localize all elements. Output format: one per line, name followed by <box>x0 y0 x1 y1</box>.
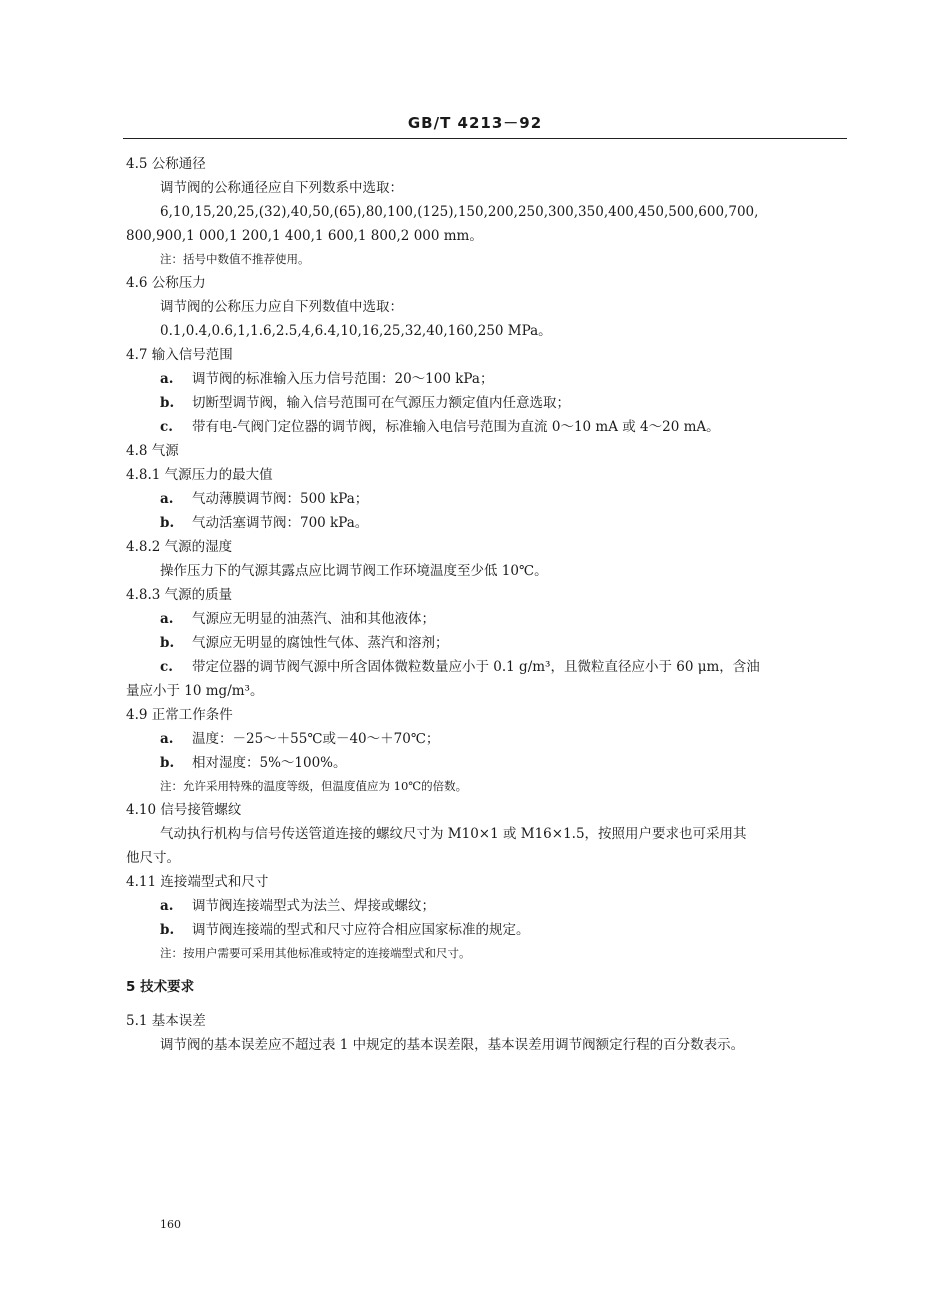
section-4-8-2-text: 操作压力下的气源其露点应比调节阀工作环境温度至少低 10℃。 <box>160 563 548 579</box>
list-item-label: a. <box>160 371 174 387</box>
section-4-10-text-line2: 他尺寸。 <box>126 850 180 866</box>
list-item-text: 相对湿度：5%～100%。 <box>192 755 347 771</box>
section-5-1-heading: 5.1 基本误差 <box>126 1013 206 1029</box>
page-number: 160 <box>160 1218 181 1231</box>
section-5-1-text: 调节阀的基本误差应不超过表 1 中规定的基本误差限，基本误差用调节阀额定行程的百分数表示。 <box>160 1037 745 1053</box>
list-item <box>126 391 848 415</box>
list-item <box>126 607 848 631</box>
list-item <box>126 631 848 655</box>
list-item <box>126 918 848 942</box>
list-item <box>126 415 848 439</box>
list-item <box>126 894 848 918</box>
list-item-label: a. <box>160 491 174 507</box>
section-4-8-3-heading: 4.8.3 气源的质量 <box>126 587 233 603</box>
section-4-11-heading: 4.11 连接端型式和尺寸 <box>126 874 269 890</box>
list-item-text: 调节阀连接端的型式和尺寸应符合相应国家标准的规定。 <box>192 922 530 938</box>
section-4-10-text-line1: 气动执行机构与信号传送管道连接的螺纹尺寸为 M10×1 或 M16×1.5，按照用户要求也可采用其 <box>160 826 747 842</box>
section-4-6-values: 0.1,0.4,0.6,1,1.6,2.5,4,6.4,10,16,25,32,40,160,250 MPa。 <box>160 323 552 339</box>
list-item <box>126 487 848 511</box>
list-item-text: 调节阀的标准输入压力信号范围：20～100 kPa； <box>192 371 494 387</box>
section-4-8-1-heading: 4.8.1 气源压力的最大值 <box>126 467 273 483</box>
section-4-5-note: 注：括号中数值不推荐使用。 <box>160 252 310 266</box>
list-item-label: b. <box>160 635 175 651</box>
list-item-text: 切断型调节阀，输入信号范围可在气源压力额定值内任意选取； <box>192 395 570 411</box>
list-item-text: 温度：－25～＋55℃或－40～＋70℃； <box>192 731 440 747</box>
section-gap <box>126 999 848 1009</box>
list-item <box>126 751 848 775</box>
section-4-8-2-heading: 4.8.2 气源的湿度 <box>126 539 233 555</box>
section-5-heading: 5 技术要求 <box>126 979 195 995</box>
list-item-text: 气源应无明显的腐蚀性气体、蒸汽和溶剂； <box>192 635 449 651</box>
section-4-5-heading: 4.5 公称通径 <box>126 156 206 172</box>
list-item-text: 带有电-气阀门定位器的调节阀，标准输入电信号范围为直流 0～10 mA 或 4～20 mA。 <box>192 419 720 435</box>
list-item-text: 带定位器的调节阀气源中所含固体微粒数量应小于 0.1 g/m³，且微粒直径应小于 60 μm，含油 <box>192 659 760 675</box>
list-item <box>126 367 848 391</box>
list-item-label: b. <box>160 515 175 531</box>
section-gap <box>126 965 848 975</box>
section-4-8-heading: 4.8 气源 <box>126 443 179 459</box>
section-4-6-heading: 4.6 公称压力 <box>126 275 206 291</box>
section-4-6-text: 调节阀的公称压力应自下列数值中选取： <box>160 299 403 315</box>
list-item <box>126 727 848 751</box>
section-4-5-values-line2: 800,900,1 000,1 200,1 400,1 600,1 800,2 000 mm。 <box>126 228 483 244</box>
section-4-11-note: 注：按用户需要可采用其他标准或特定的连接端型式和尺寸。 <box>160 946 471 960</box>
section-4-5-text: 调节阀的公称通径应自下列数系中选取： <box>160 180 403 196</box>
header-rule <box>123 138 847 139</box>
list-item-text: 气动薄膜调节阀：500 kPa； <box>192 491 369 507</box>
list-item-label: b. <box>160 755 175 771</box>
list-item <box>126 511 848 535</box>
section-4-9-note: 注：允许采用特殊的温度等级，但温度值应为 10℃的倍数。 <box>160 779 468 793</box>
list-item-label: b. <box>160 395 175 411</box>
section-4-10-heading: 4.10 信号接管螺纹 <box>126 802 242 818</box>
list-item-label: b. <box>160 922 175 938</box>
section-4-7-heading: 4.7 输入信号范围 <box>126 347 233 363</box>
document-body <box>126 152 848 1057</box>
section-4-9-heading: 4.9 正常工作条件 <box>126 707 233 723</box>
section-4-8-3-continuation: 量应小于 10 mg/m³。 <box>126 683 264 699</box>
list-item-text: 气动活塞调节阀：700 kPa。 <box>192 515 369 531</box>
list-item-label: c. <box>160 419 173 435</box>
list-item-text: 气源应无明显的油蒸汽、油和其他液体； <box>192 611 435 627</box>
list-item-label: c. <box>160 659 173 675</box>
list-item-label: a. <box>160 611 174 627</box>
list-item-label: a. <box>160 731 174 747</box>
list-item-label: a. <box>160 898 174 914</box>
list-item-text: 调节阀连接端型式为法兰、焊接或螺纹； <box>192 898 435 914</box>
section-4-5-values-line1: 6,10,15,20,25,(32),40,50,(65),80,100,(125),150,200,250,300,350,400,450,500,600,700, <box>160 204 759 220</box>
document-header: GB/T 4213－92 <box>407 114 543 132</box>
list-item <box>126 655 848 679</box>
